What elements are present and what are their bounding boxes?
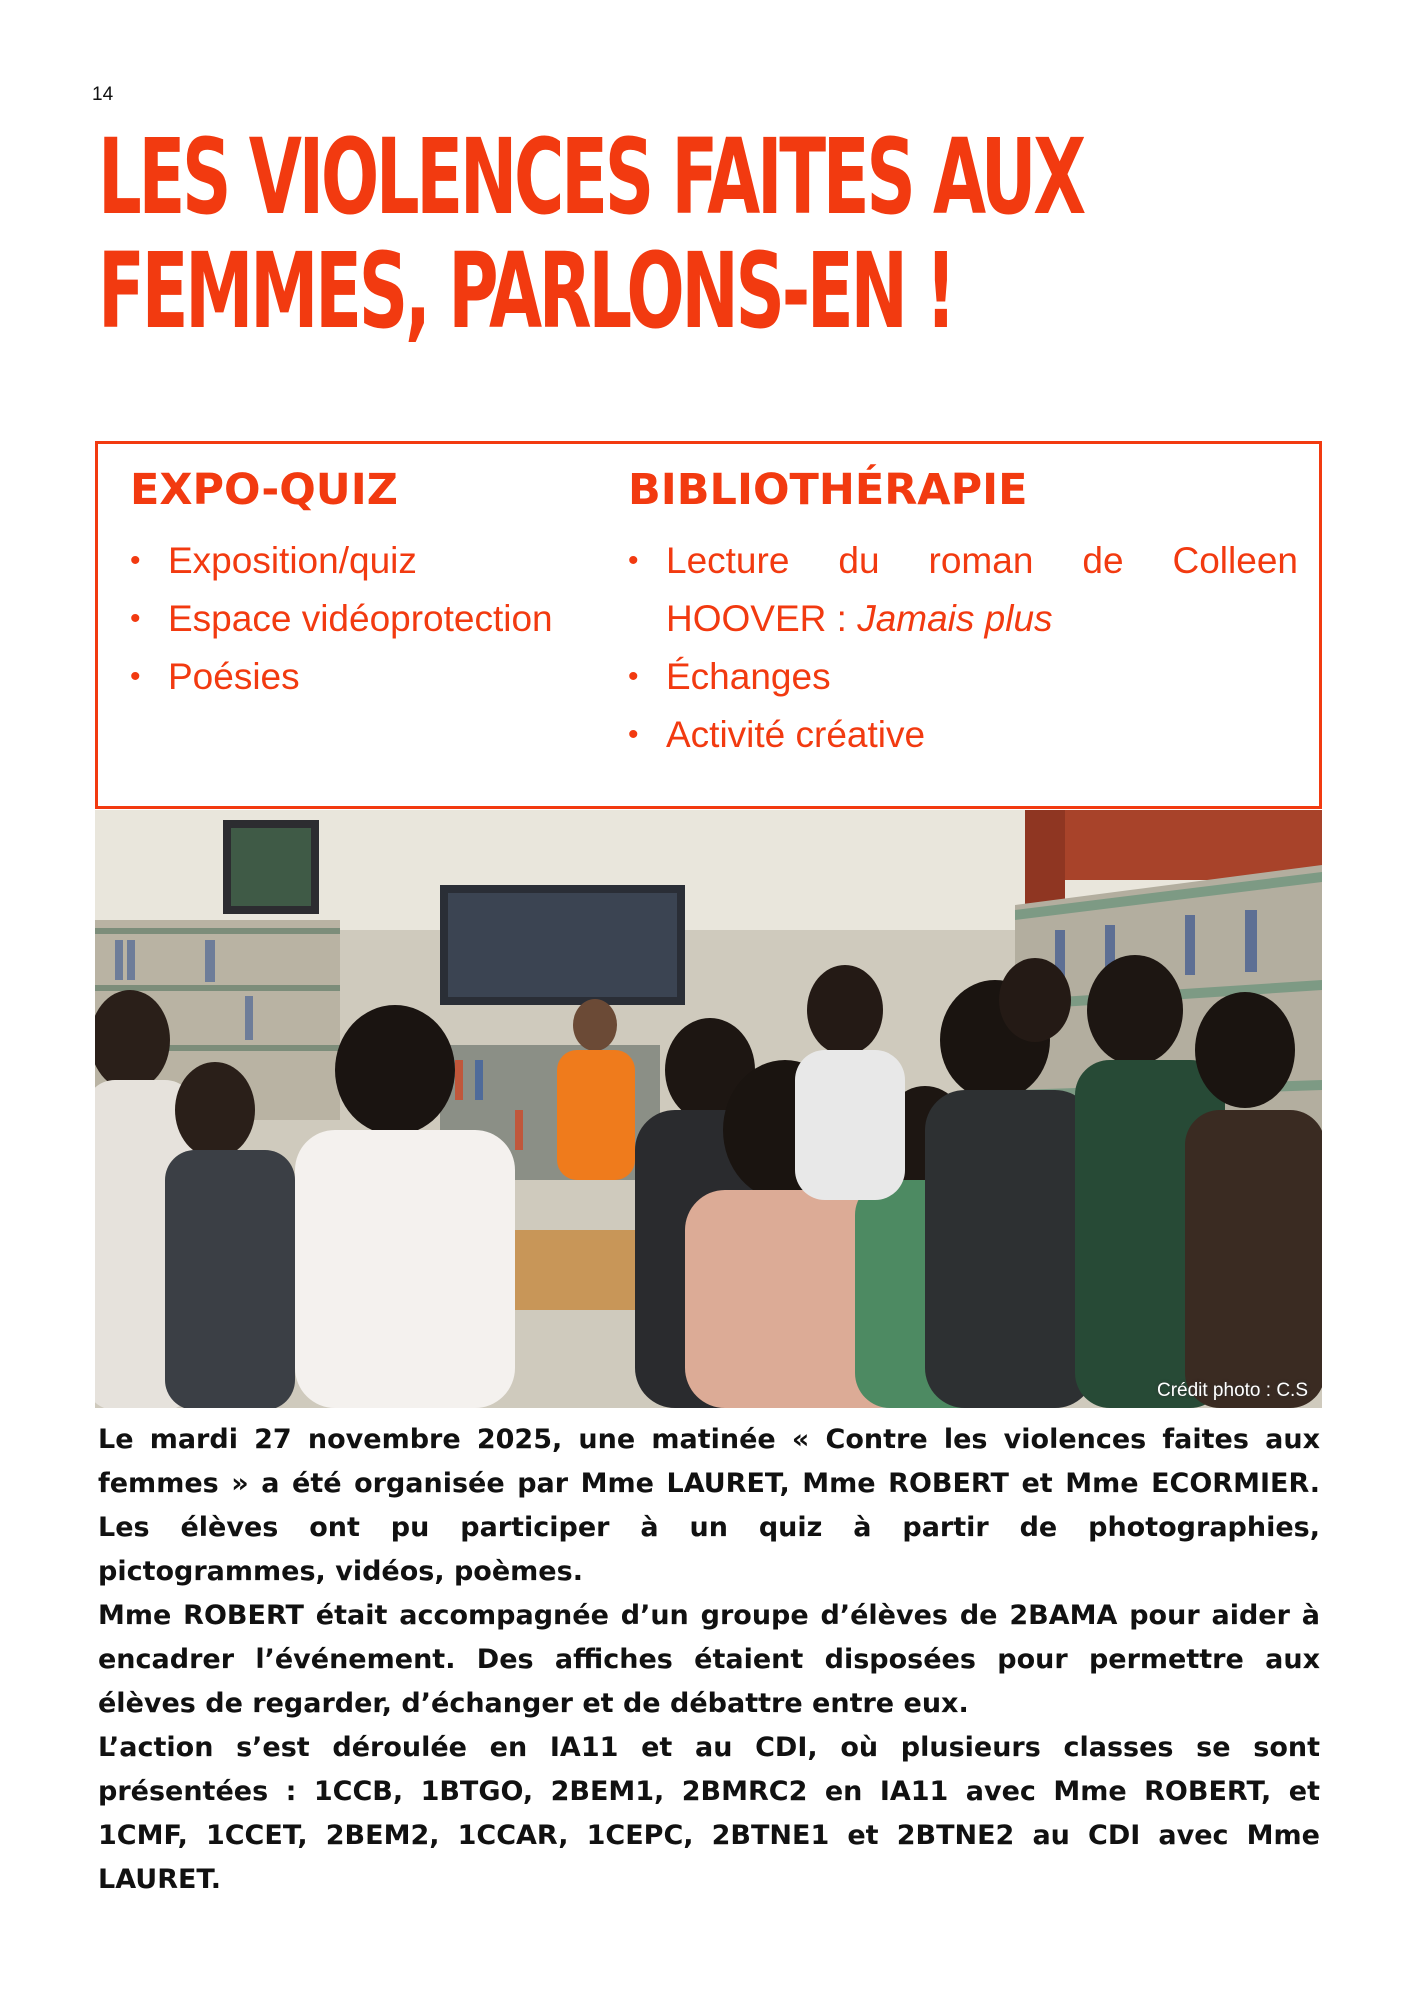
page-title <box>98 116 1083 352</box>
list-item: • Activité créative <box>628 706 1298 764</box>
bullet-icon: • <box>628 544 639 577</box>
expo-quiz-list <box>130 532 600 706</box>
photo-illustration <box>95 810 1322 1408</box>
list-item <box>628 532 1298 648</box>
bibliotherapie-column <box>628 462 1298 764</box>
article-body <box>98 1418 1320 1902</box>
bullet-icon: • <box>130 660 141 693</box>
activities-box <box>95 441 1322 809</box>
photo-credit: Crédit photo : C.S <box>1156 1380 1308 1401</box>
title-line-2: FEMMES, PARLONS-EN ! <box>98 230 954 352</box>
paragraph: Mme ROBERT était accompagnée d’un groupe d’élèves de 2BAMA pour aider à encadrer l’événement. Des affiches étaient disposées pour permettre aux élèves de regarder, d’échanger et de débattre entre eux. <box>98 1600 1320 1719</box>
bullet-icon: • <box>130 602 141 635</box>
title-line-1: LES VIOLENCES FAITES AUX <box>98 116 1083 238</box>
bullet-icon: • <box>628 660 639 693</box>
event-photo <box>95 810 1322 1408</box>
lecture-line: Lecture du roman de Colleen <box>666 540 1298 581</box>
list-item: • Exposition/quiz <box>130 532 600 590</box>
bullet-icon: • <box>130 544 141 577</box>
bibliotherapie-list <box>628 532 1298 764</box>
paragraph: L’action s’est déroulée en IA11 et au CDI, où plusieurs classes se sont présentées : 1CCB, 1BTGO, 2BEM1, 2BMRC2 en IA11 avec Mme ROBERT, et 1CMF, 1CCET, 2BEM2, 1CCAR, 1CEPC, 2BTNE1 et 2BTNE2 au CDI avec Mme LAURET. <box>98 1732 1320 1895</box>
list-item: • Échanges <box>628 648 1298 706</box>
bullet-icon: • <box>628 718 639 751</box>
book-title: Jamais plus <box>857 598 1053 639</box>
expo-quiz-heading: EXPO-QUIZ <box>130 465 398 515</box>
lecture-line-2: HOOVER : Jamais plus <box>666 598 1053 639</box>
list-item: • Espace vidéoprotection <box>130 590 600 648</box>
bibliotherapie-heading: BIBLIOTHÉRAPIE <box>628 465 1028 515</box>
paragraph: Le mardi 27 novembre 2025, une matinée « Contre les violences faites aux femmes » a été organisée par Mme LAURET, Mme ROBERT et Mme ECORMIER. Les élèves ont pu participer à un quiz à partir de photographies, pictogrammes, vidéos, poèmes. <box>98 1424 1320 1587</box>
page-number: 14 <box>92 84 114 105</box>
list-item: • Poésies <box>130 648 600 706</box>
expo-quiz-column <box>130 462 600 706</box>
